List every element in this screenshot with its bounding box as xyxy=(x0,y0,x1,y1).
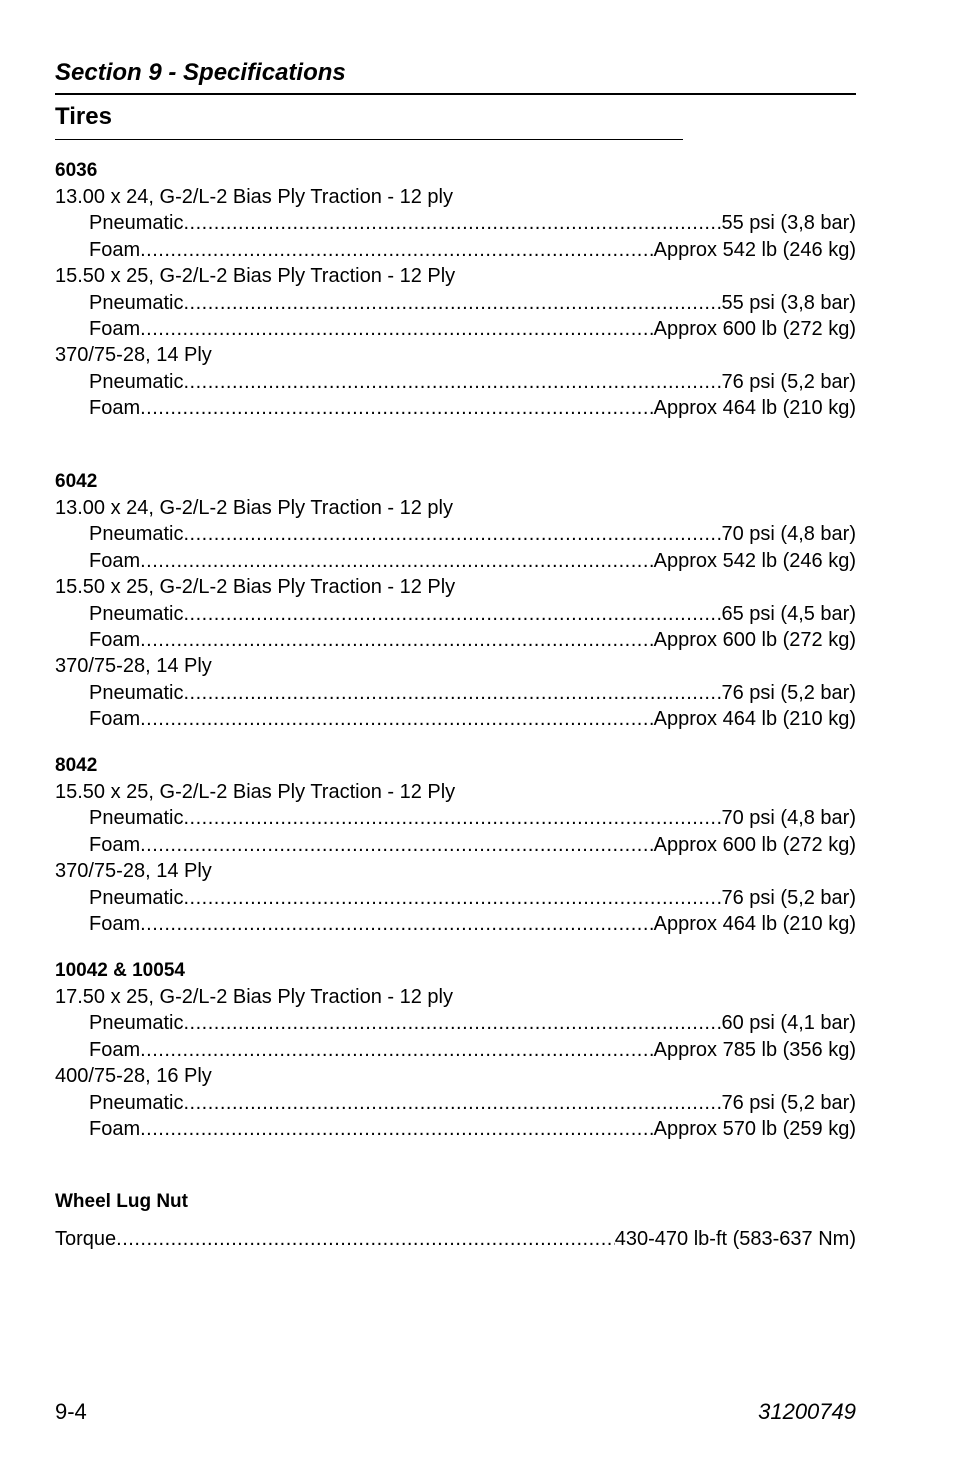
tire-size: 17.50 x 25, G-2/L-2 Bias Ply Traction - 12 ply xyxy=(55,986,453,1008)
leader-dots xyxy=(140,237,654,263)
spec-row-pneumatic xyxy=(55,805,856,831)
spec-row-foam xyxy=(55,237,856,263)
spec-value: 76 psi (5,2 bar) xyxy=(721,370,856,393)
spec-label: Foam xyxy=(89,238,141,261)
leader-dots xyxy=(184,805,722,831)
spec-value: Approx 600 lb (272 kg) xyxy=(653,317,856,340)
leader-dots xyxy=(140,548,654,574)
spec-label: Foam xyxy=(89,628,141,651)
lug-nut-block xyxy=(55,1189,856,1215)
leader-dots xyxy=(140,627,654,653)
spec-value: Approx 570 lb (259 kg) xyxy=(653,1117,856,1140)
leader-dots xyxy=(184,1090,722,1116)
spec-label: Foam xyxy=(89,1117,141,1140)
model-block-8042 xyxy=(55,753,856,937)
spec-row-pneumatic xyxy=(55,885,856,911)
spec-value: 70 psi (4,8 bar) xyxy=(721,807,856,830)
leader-dots xyxy=(140,832,654,858)
spec-label: Torque xyxy=(55,1228,117,1250)
document-number: 31200749 xyxy=(758,1399,856,1424)
spec-value: 65 psi (4,5 bar) xyxy=(721,602,856,625)
spec-row-foam xyxy=(55,911,856,937)
spec-value: Approx 600 lb (272 kg) xyxy=(653,628,856,651)
spec-row-pneumatic xyxy=(55,210,856,236)
spec-label: Pneumatic xyxy=(89,523,184,546)
spec-row-torque xyxy=(55,1226,856,1252)
leader-dots xyxy=(184,601,722,627)
header-rule xyxy=(55,93,856,95)
tire-size: 370/75-28, 14 Ply xyxy=(55,860,212,883)
leader-dots xyxy=(140,706,654,732)
spec-label: Foam xyxy=(89,317,141,340)
sub-title-rule xyxy=(55,139,683,140)
spec-label: Foam xyxy=(89,549,141,572)
section-title: Section 9 - Specifications xyxy=(55,59,346,86)
tire-size: 15.50 x 25, G-2/L-2 Bias Ply Traction - 12 Ply xyxy=(55,265,456,288)
spec-row-pneumatic xyxy=(55,680,856,706)
spec-value: Approx 600 lb (272 kg) xyxy=(653,833,856,856)
spec-value: 55 psi (3,8 bar) xyxy=(721,291,856,314)
spec-label: Foam xyxy=(89,1038,141,1061)
tire-size: 370/75-28, 14 Ply xyxy=(55,655,212,678)
leader-dots xyxy=(184,680,722,706)
model-block-6036 xyxy=(55,158,856,422)
spec-label: Pneumatic xyxy=(89,1091,184,1114)
model-block-6042 xyxy=(55,469,856,733)
tire-size: 15.50 x 25, G-2/L-2 Bias Ply Traction - 12 Ply xyxy=(55,576,456,599)
spec-row-pneumatic xyxy=(55,290,856,316)
leader-dots xyxy=(140,911,654,937)
tire-size: 400/75-28, 16 Ply xyxy=(55,1065,212,1088)
model-heading: 6042 xyxy=(55,471,98,492)
spec-label: Pneumatic xyxy=(89,1012,184,1035)
spec-row-pneumatic xyxy=(55,1090,856,1116)
leader-dots xyxy=(184,885,722,911)
spec-value: Approx 464 lb (210 kg) xyxy=(653,397,856,420)
spec-value: Approx 542 lb (246 kg) xyxy=(653,238,856,261)
spec-row-pneumatic xyxy=(55,601,856,627)
leader-dots xyxy=(184,290,722,316)
torque-block xyxy=(55,1226,856,1252)
spec-label: Pneumatic xyxy=(89,212,184,235)
sub-title: Tires xyxy=(55,103,112,130)
spec-value: Approx 542 lb (246 kg) xyxy=(653,549,856,572)
page-number: 9-4 xyxy=(55,1399,87,1424)
spec-row-foam xyxy=(55,627,856,653)
spec-row-foam xyxy=(55,832,856,858)
spec-label: Foam xyxy=(89,833,141,856)
spec-label: Pneumatic xyxy=(89,602,184,625)
spec-value: 76 psi (5,2 bar) xyxy=(721,886,856,909)
spec-label: Pneumatic xyxy=(89,681,184,704)
spec-value: Approx 464 lb (210 kg) xyxy=(653,912,856,935)
leader-dots xyxy=(140,395,654,421)
spec-row-foam xyxy=(55,548,856,574)
spec-label: Pneumatic xyxy=(89,370,184,393)
spec-row-foam xyxy=(55,706,856,732)
spec-value: 76 psi (5,2 bar) xyxy=(721,681,856,704)
leader-dots xyxy=(184,210,722,236)
tire-size: 370/75-28, 14 Ply xyxy=(55,344,212,367)
spec-value: 430-470 lb-ft (583-637 Nm) xyxy=(614,1228,856,1250)
leader-dots xyxy=(184,521,722,547)
spec-value: Approx 785 lb (356 kg) xyxy=(653,1038,856,1061)
spec-row-foam xyxy=(55,316,856,342)
spec-label: Pneumatic xyxy=(89,291,184,314)
spec-label: Foam xyxy=(89,397,141,420)
model-heading: 10042 & 10054 xyxy=(55,960,185,981)
leader-dots xyxy=(116,1226,615,1252)
spec-label: Pneumatic xyxy=(89,807,184,830)
tire-size: 15.50 x 25, G-2/L-2 Bias Ply Traction - 12 Ply xyxy=(55,781,456,803)
spec-value: 60 psi (4,1 bar) xyxy=(721,1012,856,1035)
leader-dots xyxy=(140,316,654,342)
spec-row-pneumatic xyxy=(55,369,856,395)
spec-row-foam xyxy=(55,395,856,421)
spec-label: Pneumatic xyxy=(89,886,184,909)
spec-row-pneumatic xyxy=(55,521,856,547)
spec-row-foam xyxy=(55,1116,856,1142)
model-heading: 8042 xyxy=(55,755,98,776)
model-heading: 6036 xyxy=(55,160,98,181)
lug-nut-heading: Wheel Lug Nut xyxy=(55,1191,188,1212)
tire-size: 13.00 x 24, G-2/L-2 Bias Ply Traction - 12 ply xyxy=(55,186,453,208)
model-block-10042-10054 xyxy=(55,958,856,1142)
spec-label: Foam xyxy=(89,912,141,935)
spec-label: Foam xyxy=(89,708,141,731)
spec-value: 76 psi (5,2 bar) xyxy=(721,1091,856,1114)
tire-size: 13.00 x 24, G-2/L-2 Bias Ply Traction - 12 ply xyxy=(55,497,453,519)
leader-dots xyxy=(140,1116,654,1142)
spec-row-foam xyxy=(55,1037,856,1063)
leader-dots xyxy=(184,1010,722,1036)
leader-dots xyxy=(184,369,722,395)
spec-value: 70 psi (4,8 bar) xyxy=(721,523,856,546)
spec-row-pneumatic xyxy=(55,1010,856,1036)
spec-value: 55 psi (3,8 bar) xyxy=(721,212,856,235)
leader-dots xyxy=(140,1037,654,1063)
spec-value: Approx 464 lb (210 kg) xyxy=(653,708,856,731)
